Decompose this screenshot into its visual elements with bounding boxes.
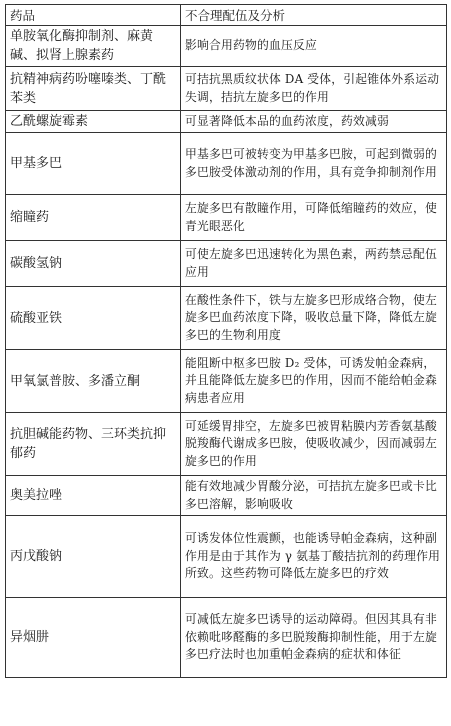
drug-cell: 异烟肼 <box>6 598 181 678</box>
analysis-cell: 可显著降低本品的血药浓度，药效减弱 <box>181 111 447 133</box>
drug-cell: 硫酸亚铁 <box>6 287 181 350</box>
drug-cell: 甲氧氯普胺、多潘立酮 <box>6 350 181 413</box>
analysis-cell: 能有效地减少胃酸分泌，可拮抗左旋多巴或卡比多巴溶解，影响吸收 <box>181 476 447 516</box>
table-header-row <box>6 5 447 26</box>
drug-cell: 抗胆碱能药物、三环类抗抑郁药 <box>6 413 181 476</box>
table-row <box>6 350 447 413</box>
table-row <box>6 26 447 67</box>
table-row <box>6 516 447 598</box>
table-row <box>6 241 447 287</box>
analysis-cell: 可拮抗黑质纹状体 DA 受体，引起锥体外系运动失调，拮抗左旋多巴的作用 <box>181 67 447 111</box>
drug-cell: 乙酰螺旋霉素 <box>6 111 181 133</box>
drug-cell: 奥美拉唑 <box>6 476 181 516</box>
table-row <box>6 413 447 476</box>
analysis-cell: 可减低左旋多巴诱导的运动障碍。但因其具有非依赖吡哆醛酶的多巴脱羧酶抑制性能，用于左旋多巴疗法时也加重帕金森病的症状和体征 <box>181 598 447 678</box>
analysis-cell: 甲基多巴可被转变为甲基多巴胺，可起到微弱的多巴胺受体激动剂的作用，具有竞争抑制剂作用 <box>181 133 447 195</box>
drug-cell: 抗精神病药吩噻嗪类、丁酰苯类 <box>6 67 181 111</box>
analysis-cell: 影响合用药物的血压反应 <box>181 26 447 67</box>
drug-cell: 丙戊酸钠 <box>6 516 181 598</box>
table-row <box>6 133 447 195</box>
drug-cell: 单胺氧化酶抑制剂、麻黄碱、拟肾上腺素药 <box>6 26 181 67</box>
table-row <box>6 195 447 241</box>
analysis-cell: 左旋多巴有散瞳作用，可降低缩瞳药的效应，使青光眼恶化 <box>181 195 447 241</box>
drug-cell: 甲基多巴 <box>6 133 181 195</box>
header-drug: 药品 <box>6 5 181 26</box>
drug-cell: 缩瞳药 <box>6 195 181 241</box>
table-row <box>6 476 447 516</box>
analysis-cell: 在酸性条件下，铁与左旋多巴形成络合物，使左旋多巴血药浓度下降，吸收总量下降，降低左旋多巴的生物利用度 <box>181 287 447 350</box>
analysis-cell: 可使左旋多巴迅速转化为黑色素，两药禁忌配伍应用 <box>181 241 447 287</box>
table-row <box>6 287 447 350</box>
drug-cell: 碳酸氢钠 <box>6 241 181 287</box>
drug-interaction-table <box>5 4 447 678</box>
table-row <box>6 67 447 111</box>
table-row <box>6 111 447 133</box>
analysis-cell: 可延缓胃排空，左旋多巴被胃粘膜内芳香氨基酸脱羧酶代谢成多巴胺，使吸收减少，因而减弱左旋多巴的作用 <box>181 413 447 476</box>
header-analysis: 不合理配伍及分析 <box>181 5 447 26</box>
table-row <box>6 598 447 678</box>
analysis-cell: 可诱发体位性震颤，也能诱导帕金森病，这种副作用是由于其作为 γ 氨基丁酸拮抗剂的药理作用所致。这些药物可降低左旋多巴的疗效 <box>181 516 447 598</box>
analysis-cell: 能阻断中枢多巴胺 D₂ 受体，可诱发帕金森病，并且能降低左旋多巴的作用，因而不能给帕金森病患者应用 <box>181 350 447 413</box>
